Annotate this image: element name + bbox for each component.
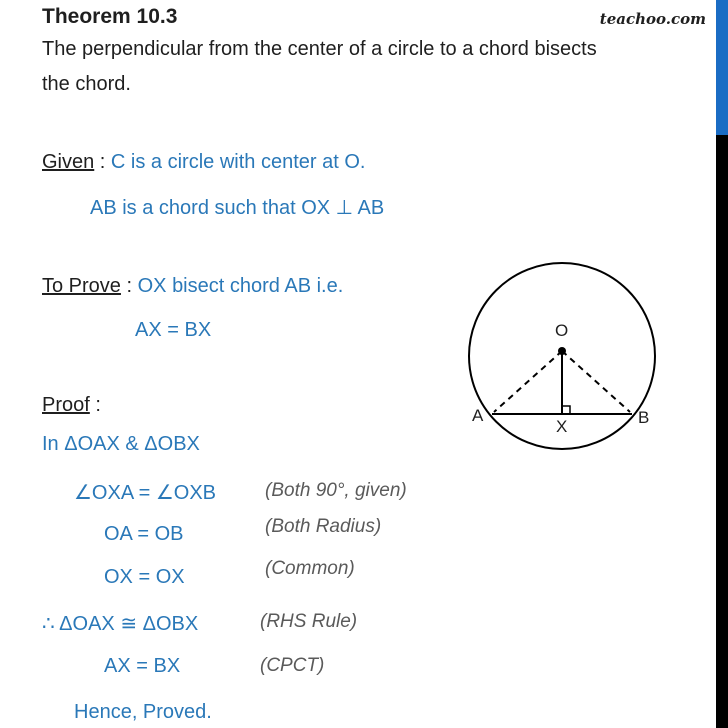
proof-step-5: AX = BX <box>104 655 181 677</box>
label-a: A <box>472 406 484 425</box>
label-o: O <box>555 321 569 340</box>
given-line-2: AB is a chord such that OX ⊥ AB <box>90 197 385 219</box>
proof-reason-2: (Both Radius) <box>265 516 382 537</box>
proof-step-4: ∴ ΔOAX ≅ ΔOBX <box>42 613 199 635</box>
to-prove-line-2: AX = BX <box>135 319 212 341</box>
statement-line-2: the chord. <box>42 73 131 95</box>
segment-oa <box>494 351 562 412</box>
proof-label: Proof <box>42 394 90 416</box>
statement-line-1: The perpendicular from the center of a circle to a chord bisects <box>42 38 597 60</box>
segment-ob <box>562 351 630 412</box>
proof-reason-5: (CPCT) <box>260 655 325 676</box>
teachoo-logo: teachoo.com <box>599 10 706 28</box>
given-line-1: C is a circle with center at O. <box>110 151 366 173</box>
proof-reason-1: (Both 90°, given) <box>265 480 407 501</box>
to-prove-line-1: OX bisect chord AB i.e. <box>137 275 344 297</box>
proof-step-2: OA = OB <box>104 523 184 545</box>
proof-reason-4: (RHS Rule) <box>260 611 358 632</box>
label-x: X <box>556 417 568 436</box>
proof-reason-3: (Common) <box>265 558 355 579</box>
proof-conclusion: Hence, Proved. <box>74 701 212 723</box>
proof-step-1: ∠OXA = ∠OXB <box>74 482 217 504</box>
label-b: B <box>638 408 650 427</box>
to-prove-label: To Prove <box>42 275 121 297</box>
given-label: Given <box>42 151 95 173</box>
proof-step-3: OX = OX <box>104 566 185 588</box>
theorem-title: Theorem 10.3 <box>42 5 178 28</box>
right-angle-mark <box>562 406 570 414</box>
proof-intro: In ΔOAX & ΔOBX <box>42 433 200 455</box>
center-point <box>558 347 566 355</box>
